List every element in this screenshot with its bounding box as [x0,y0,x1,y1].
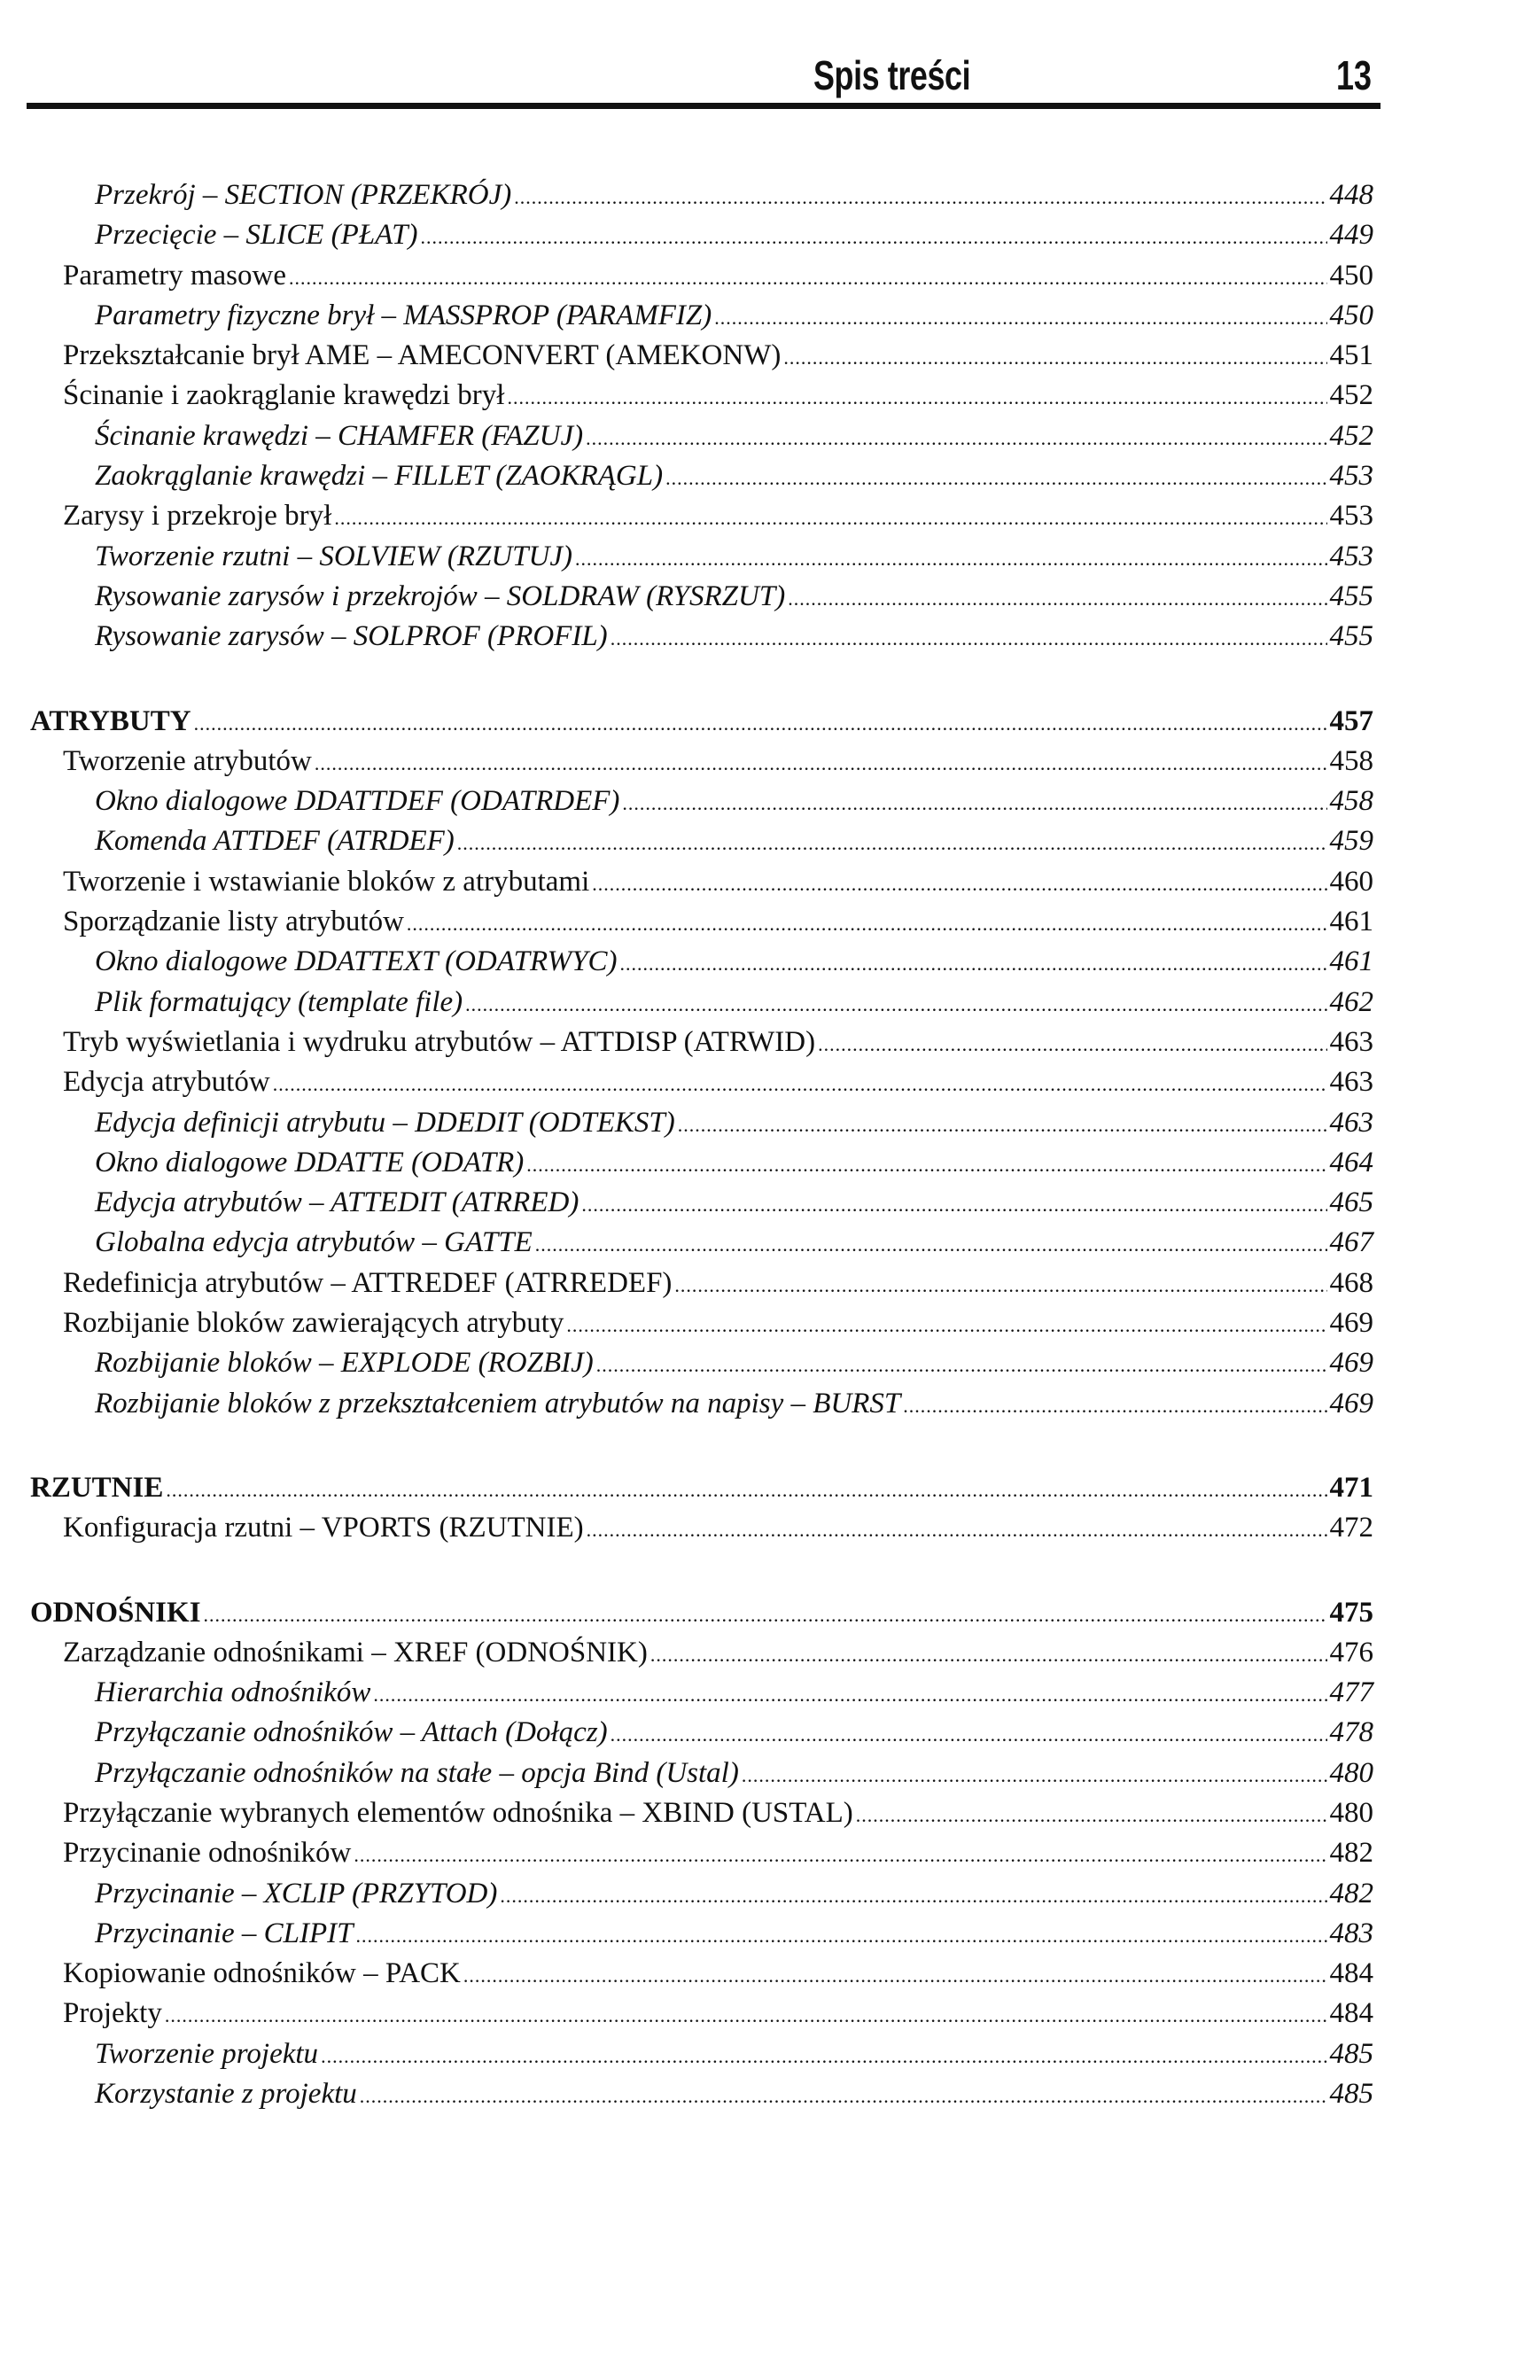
toc-entry [30,416,1373,456]
toc-entry [30,942,1373,982]
toc-entry-page: 458 [1329,785,1373,818]
dot-leader [586,418,1326,458]
toc-entry-title: Parametry fizyczne brył – MASSPROP (PARAMFIZ) [95,299,712,331]
toc-entry-page: 483 [1329,1917,1373,1949]
toc-entry [30,1223,1373,1263]
toc-entry-page: 452 [1329,379,1373,412]
toc-entry-title: Edycja atrybutów – ATTEDIT (ATRRED) [95,1186,579,1219]
toc-entry [30,376,1373,416]
toc-entry [30,496,1373,536]
toc-entry [30,336,1373,376]
toc-entry [30,2034,1373,2074]
toc-entry [30,1143,1373,1183]
toc-entry-page: 469 [1329,1387,1373,1419]
toc-entry-title: Rysowanie zarysów i przekrojów – SOLDRAW (RYSRZUT) [95,579,786,612]
toc-entry-title: Przekrój – SECTION (PRZEKRÓJ) [95,179,512,211]
dot-leader [373,1675,1326,1715]
toc-entry-title: Kopiowanie odnośników – PACK [63,1957,461,1990]
dot-leader [596,1345,1327,1385]
dot-leader [500,1876,1326,1916]
toc-entry-title: Okno dialogowe DDATTDEF (ODATRDEF) [95,785,620,818]
toc-entry-title: ODNOŚNIKI [30,1596,201,1629]
toc-entry [30,577,1373,617]
dot-leader [289,258,1327,298]
dot-leader [566,1305,1326,1345]
toc-entry [30,983,1373,1023]
toc-entry-page: 482 [1329,1837,1373,1870]
toc-entry [30,1793,1373,1833]
toc-entry [30,175,1373,215]
toc-entry [30,1023,1373,1062]
toc-entry [30,1508,1373,1548]
toc-entry [30,1303,1373,1343]
toc-entry-title: Redefinicja atrybutów – ATTREDEF (ATRREDEF) [63,1266,673,1299]
toc-entry-title: Plik formatujący (template file) [95,985,463,1018]
toc-entry-page: 476 [1329,1636,1373,1668]
toc-entry [30,617,1373,657]
toc-entry-page: 455 [1329,579,1373,612]
toc-entry-page: 472 [1329,1512,1373,1544]
toc-entry-title: Przecięcie – SLICE (PŁAT) [95,219,418,252]
toc-entry-page: 485 [1329,2078,1373,2111]
toc-entry-title: Rozbijanie bloków zawierających atrybuty [63,1307,564,1340]
toc-entry-title: Okno dialogowe DDATTEXT (ODATRWYC) [95,945,618,978]
toc-entry-page: 455 [1329,620,1373,653]
toc-entry [30,902,1373,942]
toc-entry [30,821,1373,861]
toc-entry [30,742,1373,782]
toc-entry [30,1384,1373,1424]
dot-leader [587,1510,1327,1550]
toc-entry [30,1713,1373,1753]
toc-entry-title: Przyłączanie odnośników na stałe – opcja Bind (Ustal) [95,1756,739,1789]
toc-entry-title: Ścinanie i zaokrąglanie krawędzi brył [63,379,505,412]
dot-leader [360,2076,1327,2116]
toc-entry-page: 464 [1329,1146,1373,1178]
dot-leader [194,704,1327,743]
dot-leader [321,2036,1326,2076]
dot-leader [273,1064,1327,1104]
dot-leader [204,1595,1327,1635]
toc-entry-page: 450 [1329,259,1373,292]
dot-leader [507,377,1326,417]
dot-leader [611,618,1327,658]
toc-entry-title: Rozbijanie bloków z przekształceniem atrybutów na napisy – BURST [95,1387,901,1419]
dot-leader [407,904,1327,944]
toc-entry [30,2074,1373,2114]
dot-leader [788,579,1326,618]
header-rule [27,103,1381,109]
toc-entry [30,215,1373,255]
toc-entry-title: Globalna edycja atrybutów – GATTE [95,1226,533,1259]
toc-entry-page: 463 [1329,1106,1373,1139]
toc-entry-page: 451 [1329,339,1373,372]
toc-chapter-entry [30,702,1373,742]
toc-entry-page: 469 [1329,1307,1373,1340]
toc-entry-title: RZUTNIE [30,1471,164,1504]
toc-entry-title: Parametry masowe [63,259,286,292]
toc-entry [30,1954,1373,1994]
dot-leader [650,1635,1327,1675]
toc-entry-page: 458 [1329,744,1373,777]
toc-entry-title: Przycinanie odnośników [63,1837,352,1870]
toc-entry-page: 482 [1329,1877,1373,1909]
dot-leader [354,1835,1326,1875]
dot-leader [619,944,1326,984]
dot-leader [818,1024,1326,1064]
toc-entry-title: Edycja definicji atrybutu – DDEDIT (ODTEKST) [95,1106,675,1139]
toc-entry-title: Tworzenie rzutni – SOLVIEW (RZUTUJ) [95,540,572,572]
dot-leader [465,984,1326,1024]
toc-entry-title: Komenda ATTDEF (ATRDEF) [95,825,455,858]
toc-entry-title: Korzystanie z projektu [95,2078,357,2111]
toc-entry-title: Zarządzanie odnośnikami – XREF (ODNOŚNIK) [63,1636,648,1668]
toc-entry-page: 457 [1329,704,1373,737]
toc-entry-page: 452 [1329,419,1373,452]
toc-entry [30,1062,1373,1102]
toc-entry [30,1914,1373,1954]
toc-entry-page: 471 [1329,1471,1373,1504]
dot-leader [420,217,1326,257]
toc-entry-title: Tryb wyświetlania i wydruku atrybutów – ATTDISP (ATRWID) [63,1025,816,1058]
toc-entry-page: 480 [1329,1756,1373,1789]
toc-entry [30,1833,1373,1873]
dot-leader [457,823,1327,863]
dot-leader [674,1265,1326,1305]
toc-entry [30,1994,1373,2034]
dot-leader [315,743,1327,783]
toc-entry-page: 453 [1329,460,1373,493]
toc-entry [30,1673,1373,1713]
toc-entry-title: Ścinanie krawędzi – CHAMFER (FAZUJ) [95,419,584,452]
toc-entry-title: Przyłączanie odnośników – Attach (Dołącz) [95,1716,608,1749]
toc-entry [30,1754,1373,1793]
running-header-title: Spis treści [813,52,971,98]
dot-leader [575,539,1327,579]
dot-leader [592,864,1326,904]
toc-entry [30,1183,1373,1223]
dot-leader [166,1470,1326,1510]
dot-leader [463,1956,1327,1995]
toc-entry-title: Tworzenie projektu [95,2037,319,2070]
toc-entry-page: 449 [1329,219,1373,252]
toc-entry-title: Edycja atrybutów [63,1066,270,1099]
dot-leader [581,1185,1326,1225]
toc-entry-page: 463 [1329,1025,1373,1058]
toc-entry-page: 485 [1329,2037,1373,2070]
dot-leader [514,177,1326,217]
toc-chapter-entry [30,1593,1373,1633]
dot-leader [783,338,1326,377]
toc-entry-page: 484 [1329,1997,1373,2030]
toc-entry-page: 478 [1329,1716,1373,1749]
toc-entry-page: 469 [1329,1347,1373,1380]
toc-entry [30,1343,1373,1383]
toc-entry-title: Konfiguracja rzutni – VPORTS (RZUTNIE) [63,1512,584,1544]
dot-leader [526,1145,1326,1185]
toc-entry-title: Rysowanie zarysów – SOLPROF (PROFIL) [95,620,608,653]
toc-entry-page: 467 [1329,1226,1373,1259]
dot-leader [665,458,1326,498]
toc-entry [30,1103,1373,1143]
toc-entry [30,296,1373,336]
toc-entry-title: Przekształcanie brył AME – AMECONVERT (AMEKONW) [63,339,782,372]
toc-entry-page: 459 [1329,825,1373,858]
toc-entry-title: Tworzenie i wstawianie bloków z atrybutami [63,865,590,898]
toc-entry [30,1264,1373,1303]
dot-leader [714,298,1326,338]
toc-entry-page: 480 [1329,1796,1373,1829]
dot-leader [856,1795,1327,1835]
dot-leader [903,1386,1326,1426]
toc-entry-page: 448 [1329,179,1373,211]
toc-entry-page: 461 [1329,945,1373,978]
toc-entry-title: Przycinanie – CLIPIT [95,1917,354,1949]
toc-entry-page: 477 [1329,1676,1373,1709]
toc-entry-title: Przycinanie – XCLIP (PRZYTOD) [95,1877,498,1909]
toc-entry-title: Przyłączanie wybranych elementów odnośnika – XBIND (USTAL) [63,1796,853,1829]
toc-entry-page: 460 [1329,865,1373,898]
toc-entry-title: Zaokrąglanie krawędzi – FILLET (ZAOKRĄGL) [95,460,664,493]
toc-entry [30,862,1373,902]
toc-chapter-entry [30,1468,1373,1508]
toc-entry-title: Rozbijanie bloków – EXPLODE (ROZBIJ) [95,1347,594,1380]
toc-entry-title: Zarysy i przekroje brył [63,500,332,533]
toc-entry [30,537,1373,577]
dot-leader [742,1755,1327,1795]
toc-entry-title: Hierarchia odnośników [95,1676,371,1709]
toc-entry-title: Projekty [63,1997,162,2030]
toc-entry [30,456,1373,496]
dot-leader [678,1105,1327,1145]
toc-entry [30,1633,1373,1673]
dot-leader [535,1225,1327,1264]
table-of-contents [30,175,1373,2114]
toc-entry-page: 468 [1329,1266,1373,1299]
toc-entry-page: 462 [1329,985,1373,1018]
page-number: 13 [1336,52,1372,98]
toc-entry-title: Okno dialogowe DDATTE (ODATR) [95,1146,525,1178]
toc-entry [30,1874,1373,1914]
toc-entry-title: Tworzenie atrybutów [63,744,312,777]
toc-entry-page: 461 [1329,906,1373,938]
toc-entry-page: 463 [1329,1066,1373,1099]
toc-entry-page: 453 [1329,540,1373,572]
toc-entry-page: 475 [1329,1596,1373,1629]
dot-leader [622,783,1326,823]
toc-entry [30,782,1373,821]
dot-leader [165,1995,1327,2035]
toc-entry-page: 465 [1329,1186,1373,1219]
toc-entry-page: 450 [1329,299,1373,331]
toc-entry-page: 453 [1329,500,1373,533]
toc-entry-title: Sporządzanie listy atrybutów [63,906,404,938]
dot-leader [334,498,1326,538]
toc-entry [30,256,1373,296]
toc-entry-title: ATRYBUTY [30,704,191,737]
dot-leader [355,1916,1326,1956]
toc-entry-page: 484 [1329,1957,1373,1990]
dot-leader [611,1715,1327,1754]
